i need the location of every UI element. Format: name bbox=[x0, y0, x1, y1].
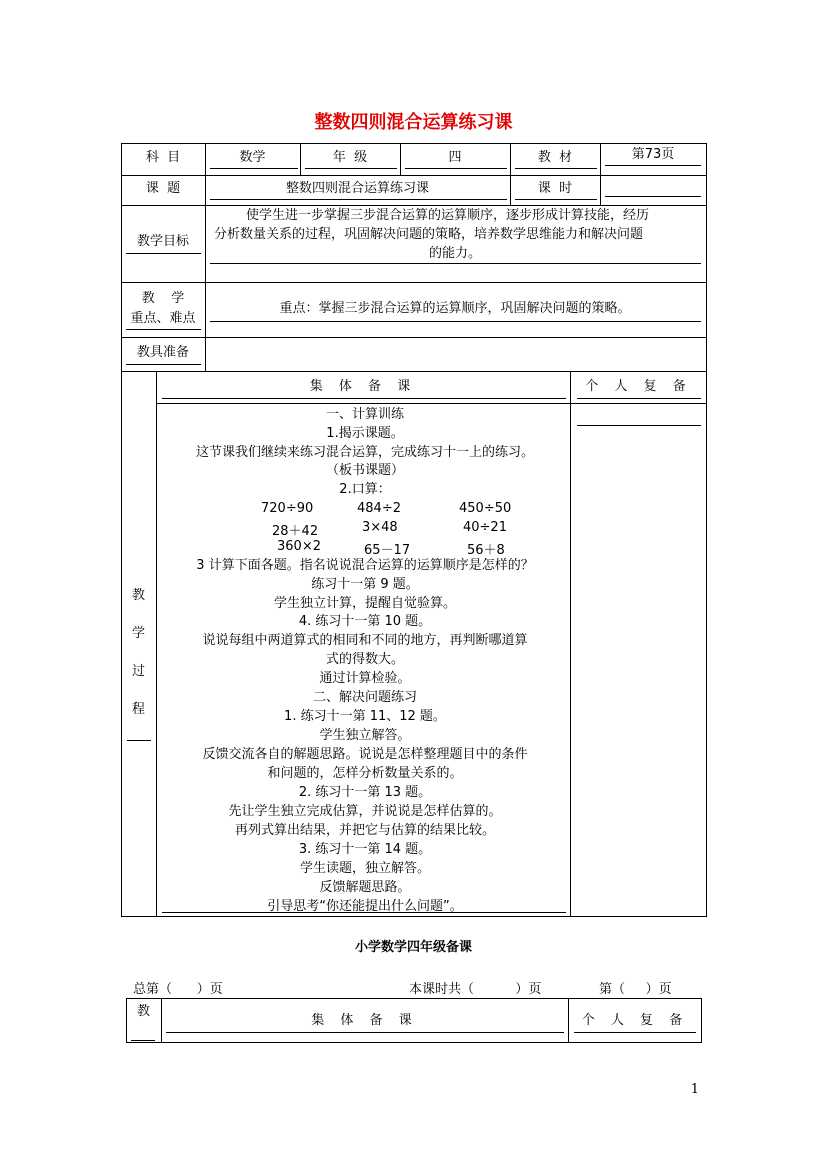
second-side-label: 教 bbox=[136, 1004, 150, 1019]
page-number: 1 bbox=[690, 1082, 699, 1097]
calc-item: 360×2 bbox=[277, 539, 321, 554]
calc-item: 28＋42 bbox=[272, 524, 319, 539]
topic-value: 整数四则混合运算练习课 bbox=[285, 181, 429, 196]
process-line: 先让学生独立完成估算，并说说是怎样估算的。 bbox=[228, 804, 502, 819]
process-line: 引导思考“你还能提出什么问题”。 bbox=[267, 899, 463, 914]
process-line: 一、计算训练 bbox=[325, 407, 404, 422]
process-line: （板书课题） bbox=[325, 463, 404, 478]
process-side-label-3: 过 bbox=[131, 664, 145, 679]
tools-label: 教具准备 bbox=[136, 345, 189, 360]
keypoints-text: 重点：掌握三步混合运算的运算顺序，巩固解决问题的策略。 bbox=[279, 301, 631, 316]
goals-line-1: 使学生进一步掌握三步混合运算的运算顺序，逐步形成计算技能，经历 bbox=[246, 208, 650, 223]
grade-label: 年 级 bbox=[332, 150, 368, 165]
process-line: 3 计算下面各题。指名说说混合运算的运算顺序是怎样的？ bbox=[196, 558, 534, 573]
process-side-label-2: 学 bbox=[131, 626, 145, 641]
second-title: 小学数学四年级备课 bbox=[354, 940, 472, 955]
second-group-header: 集 体 备 课 bbox=[311, 1013, 418, 1028]
process-line: 和问题的，怎样分析数量关系的。 bbox=[267, 766, 463, 781]
process-line: 2.口算： bbox=[339, 482, 391, 497]
process-line: 反馈解题思路。 bbox=[319, 880, 411, 895]
process-line: 2. 练习十一第 13 题。 bbox=[298, 785, 432, 800]
process-line: 4. 练习十一第 10 题。 bbox=[298, 614, 432, 629]
goals-label: 教学目标 bbox=[136, 234, 189, 249]
process-line: 说说每组中两道算式的相同和不同的地方，再判断哪道算 bbox=[202, 633, 528, 648]
second-personal-header: 个 人 复 备 bbox=[581, 1013, 689, 1028]
calc-item: 65－17 bbox=[364, 543, 411, 558]
period-label: 课 时 bbox=[537, 181, 573, 196]
process-side-label-4: 程 bbox=[131, 702, 145, 717]
calc-item: 56＋8 bbox=[467, 543, 505, 558]
process-line: 3. 练习十一第 14 题。 bbox=[298, 842, 432, 857]
topic-label: 课 题 bbox=[145, 181, 181, 196]
row-tools bbox=[121, 337, 707, 372]
calc-item: 484÷2 bbox=[357, 501, 401, 516]
process-line: 1. 练习十一第 11、12 题。 bbox=[284, 709, 446, 724]
keypoints-label-2: 重点、难点 bbox=[130, 311, 196, 326]
page-number-field: 第（ ）页 bbox=[599, 982, 672, 997]
grade-value: 四 bbox=[448, 150, 462, 165]
process-line: 1.揭示课题。 bbox=[326, 426, 404, 441]
process-line: 反馈交流各自的解题思路。说说是怎样整理题目中的条件 bbox=[202, 747, 528, 762]
process-line: 二、解决问题练习 bbox=[312, 690, 417, 705]
lesson-total-pages: 本课时共（ ）页 bbox=[409, 982, 542, 997]
process-line: 通过计算检验。 bbox=[319, 671, 411, 686]
textbook-label: 教 材 bbox=[537, 150, 573, 165]
process-line: 再列式算出结果，并把它与估算的结果比较。 bbox=[234, 823, 495, 838]
calc-item: 450÷50 bbox=[459, 501, 512, 516]
process-line: 式的得数大。 bbox=[325, 652, 404, 667]
calc-item: 720÷90 bbox=[261, 501, 314, 516]
subject-value: 数学 bbox=[239, 150, 266, 165]
personal-prep-header: 个 人 复 备 bbox=[585, 379, 692, 394]
calc-item: 40÷21 bbox=[463, 520, 507, 535]
keypoints-label-1: 教 学 bbox=[141, 291, 185, 306]
document-title: 整数四则混合运算练习课 bbox=[314, 112, 513, 133]
goals-line-2: 分析数量关系的过程，巩固解决问题的策略，培养数学思维能力和解决问题 bbox=[214, 227, 644, 242]
process-side-label-1: 教 bbox=[131, 588, 145, 603]
process-line: 这节课我们继续来练习混合运算，完成练习十一上的练习。 bbox=[195, 445, 534, 460]
process-line: 学生读题，独立解答。 bbox=[299, 861, 430, 876]
group-prep-header: 集 体 备 课 bbox=[309, 379, 417, 394]
subject-label: 科 目 bbox=[145, 150, 181, 165]
goals-line-3: 的能力。 bbox=[428, 246, 481, 261]
calc-item: 3×48 bbox=[362, 520, 398, 535]
process-line: 学生独立计算，提醒自觉验算。 bbox=[273, 596, 456, 611]
textbook-value: 第73页 bbox=[631, 147, 675, 162]
process-line: 学生独立解答。 bbox=[319, 728, 411, 743]
total-pages: 总第（ ）页 bbox=[133, 982, 223, 997]
process-line: 练习十一第 9 题。 bbox=[311, 577, 419, 592]
